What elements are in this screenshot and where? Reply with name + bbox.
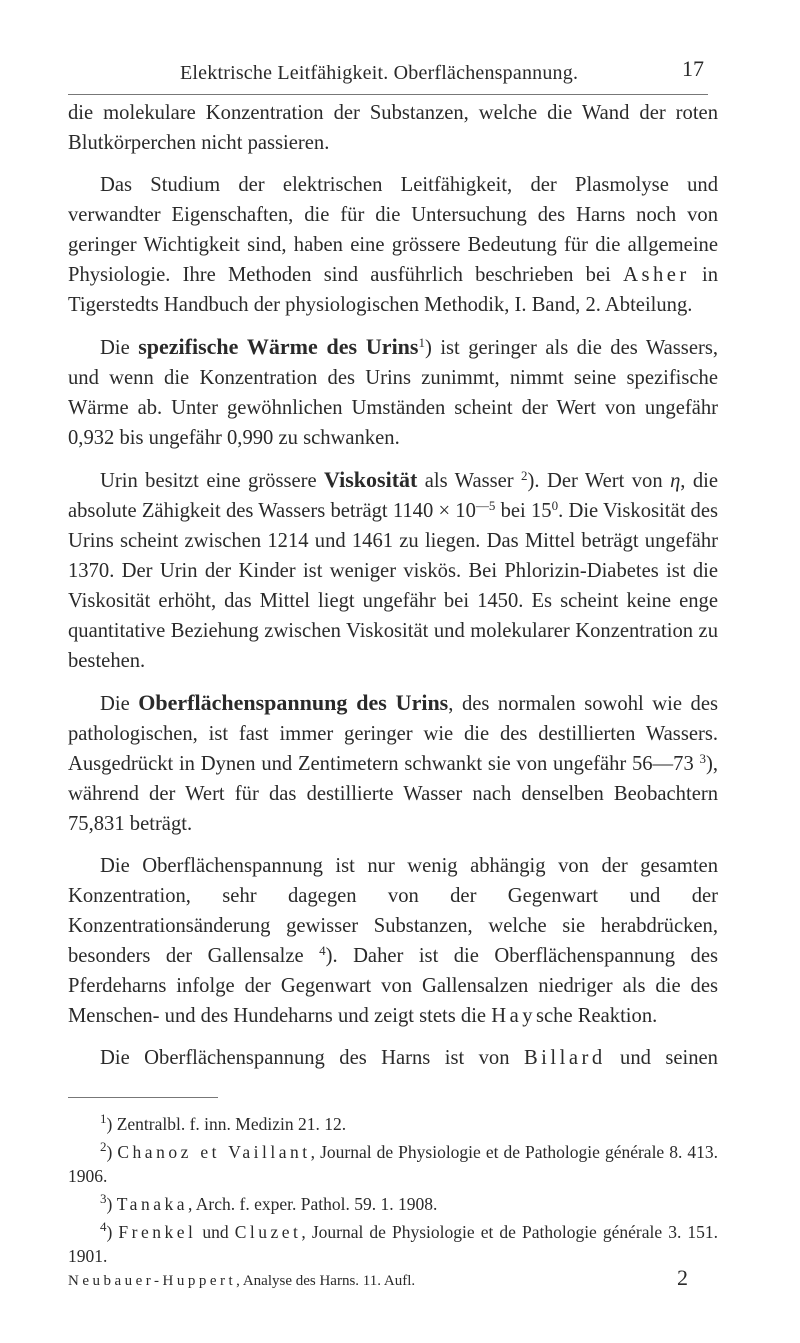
paragraph-text: , des normalen sowohl wie des pathologischen, ist fast immer geringer wie die des destillierten Wassers. Ausgedrückt in Dynen und Zentimetern schwankt sie von ungefähr 56—73 <box>68 693 718 775</box>
paragraph-text: Die <box>100 693 139 715</box>
footnote-text: und <box>196 1222 235 1242</box>
page-number: 17 <box>682 56 704 81</box>
paragraph-text: Das Studium der elektrischen Leitfähigkeit, der Plasmolyse und verwandter Eigenschaften, die für die Untersuchung des Harns noch von geringer Wichtigkeit sind, haben eine grössere Bedeutung für die allgemeine Physiologie. Ihre Methoden sind ausführlich beschrieben bei <box>68 174 718 286</box>
paragraph-text: in Tigerstedts Handbuch der physiologischen Methodik, I. Band, 2. Abteilung. <box>68 264 719 316</box>
running-title: Elektrische Leitfähigkeit. Oberflächenspannung. <box>180 62 579 84</box>
section-heading: Oberflächenspannung des Urins <box>138 690 449 715</box>
paragraph-text: ), während der Wert für das destillierte Wasser nach denselben Beobachtern 75,831 beträgt. <box>68 753 718 835</box>
footnote-number: 2 <box>100 1139 107 1154</box>
section-heading: Viskosität <box>324 467 418 492</box>
imprint-text: , Analyse des Harns. 11. Aufl. <box>236 1273 416 1289</box>
footnote-text: , Arch. f. exper. Pathol. 59. 1. 1908. <box>187 1194 438 1214</box>
paragraph-viscosity <box>68 465 718 676</box>
body-text <box>68 98 718 1073</box>
paragraph-text: ). Der Wert von <box>527 470 671 492</box>
paragraph-text: ) ist geringer als die des Wassers, und wenn die Konzentration des Urins zunimmt, nimmt seine spezifische Wärme ab. Unter gewöhnlichen Umständen scheint der Wert von ungefähr 0,932 bis ungefähr 0,990 zu schwanken. <box>68 337 718 449</box>
paragraph-specific-heat <box>68 332 718 453</box>
eta-symbol: η <box>670 470 681 492</box>
imprint-authors: Neubauer-Huppert <box>68 1273 237 1289</box>
paragraph-text: ). Daher ist die Oberflächenspannung des Pferdeharns infolge der Gegenwart von Gallensalzen niedriger als die des Menschen- und des Hundeharns und zeigt stets die <box>68 945 718 1027</box>
author-name: Cluzet <box>234 1222 302 1242</box>
paragraph-bile-salts <box>68 851 718 1031</box>
footnote-1 <box>68 1112 718 1136</box>
author-name: Hay <box>491 1005 537 1027</box>
footnote-ref: 4 <box>319 943 326 958</box>
footnote-2 <box>68 1140 718 1188</box>
paragraph-text: Die Oberflächenspannung des Harns ist von <box>100 1047 524 1069</box>
footnote-text: ) Zentralbl. f. inn. Medizin 21. 12. <box>106 1114 347 1134</box>
footnote-ref: 2 <box>521 468 528 483</box>
paragraph-text: . Die Viskosität des Urins scheint zwischen 1214 und 1461 zu liegen. Das Mittel beträgt ungefähr 1370. Der Urin der Kinder ist weniger viskös. Bei Phlorizin-Diabetes ist die Viskosität erhöht, das Mittel liegt ungefähr bei 1450. Es scheint keine enge quantitative Beziehung zwischen Viskosität und molekularer Konzentration zu bestehen. <box>68 500 718 672</box>
footnote-ref: 3 <box>699 751 706 766</box>
printer-imprint <box>68 1265 708 1290</box>
paragraph-text: Die <box>100 337 139 359</box>
footnote-text: ) <box>106 1222 119 1242</box>
author-name: Frenkel <box>118 1222 197 1242</box>
footnote-3 <box>68 1192 718 1216</box>
paragraph-text: als Wasser <box>417 470 522 492</box>
book-page <box>68 0 719 1290</box>
degree-mark: 0 <box>551 498 559 513</box>
footnotes <box>68 1112 718 1268</box>
paragraph-text: , die absolute Zähigkeit des Wassers beträgt 1140 × 10 <box>68 470 718 522</box>
footnote-text: ) <box>106 1142 118 1162</box>
footnote-number: 4 <box>100 1219 107 1234</box>
author-name: Tanaka <box>116 1194 188 1214</box>
footnote-number: 3 <box>100 1191 107 1206</box>
paragraph-surface-tension <box>68 688 718 839</box>
footnote-rule <box>68 1097 218 1098</box>
paragraph-text: die molekulare Konzentration der Substanzen, welche die Wand der roten Blutkörperchen nicht passieren. <box>68 102 718 154</box>
author-name: Billard <box>523 1047 606 1069</box>
exponent: —5 <box>475 498 496 513</box>
paragraph-molecular-concentration <box>68 98 718 158</box>
footnote-text: ) <box>106 1194 117 1214</box>
running-head <box>68 0 718 98</box>
paragraph-text: bei 15 <box>495 500 552 522</box>
footnote-ref: 1 <box>418 335 425 350</box>
author-name: Chanoz et Vaillant <box>117 1142 311 1162</box>
footnote-4 <box>68 1220 718 1268</box>
footnote-number: 1 <box>100 1111 107 1126</box>
paragraph-electrical-conductivity <box>68 170 718 320</box>
footnote-text: , Journal de Physiologie et de Pathologie générale 8. 413. 1906. <box>68 1142 719 1186</box>
paragraph-text: und seinen <box>605 1047 718 1069</box>
sheet-signature: 2 <box>677 1265 688 1290</box>
paragraph-billard <box>68 1043 718 1073</box>
header-rule <box>68 94 708 95</box>
footnote-text: , Journal de Physiologie et de Pathologie générale 3. 151. 1901. <box>68 1222 719 1266</box>
section-heading: spezifische Wärme des Urins <box>138 334 419 359</box>
paragraph-text: Die Oberflächenspannung ist nur wenig abhängig von der gesamten Konzentration, sehr dagegen von der Gegenwart und der Konzentrationsänderung gewisser Substanzen, welche sie herabdrücken, besonders der Gallensalze <box>68 855 718 967</box>
paragraph-text: Urin besitzt eine grössere <box>100 470 325 492</box>
author-name: Asher <box>623 264 690 286</box>
paragraph-text: sche Reaktion. <box>536 1005 658 1027</box>
